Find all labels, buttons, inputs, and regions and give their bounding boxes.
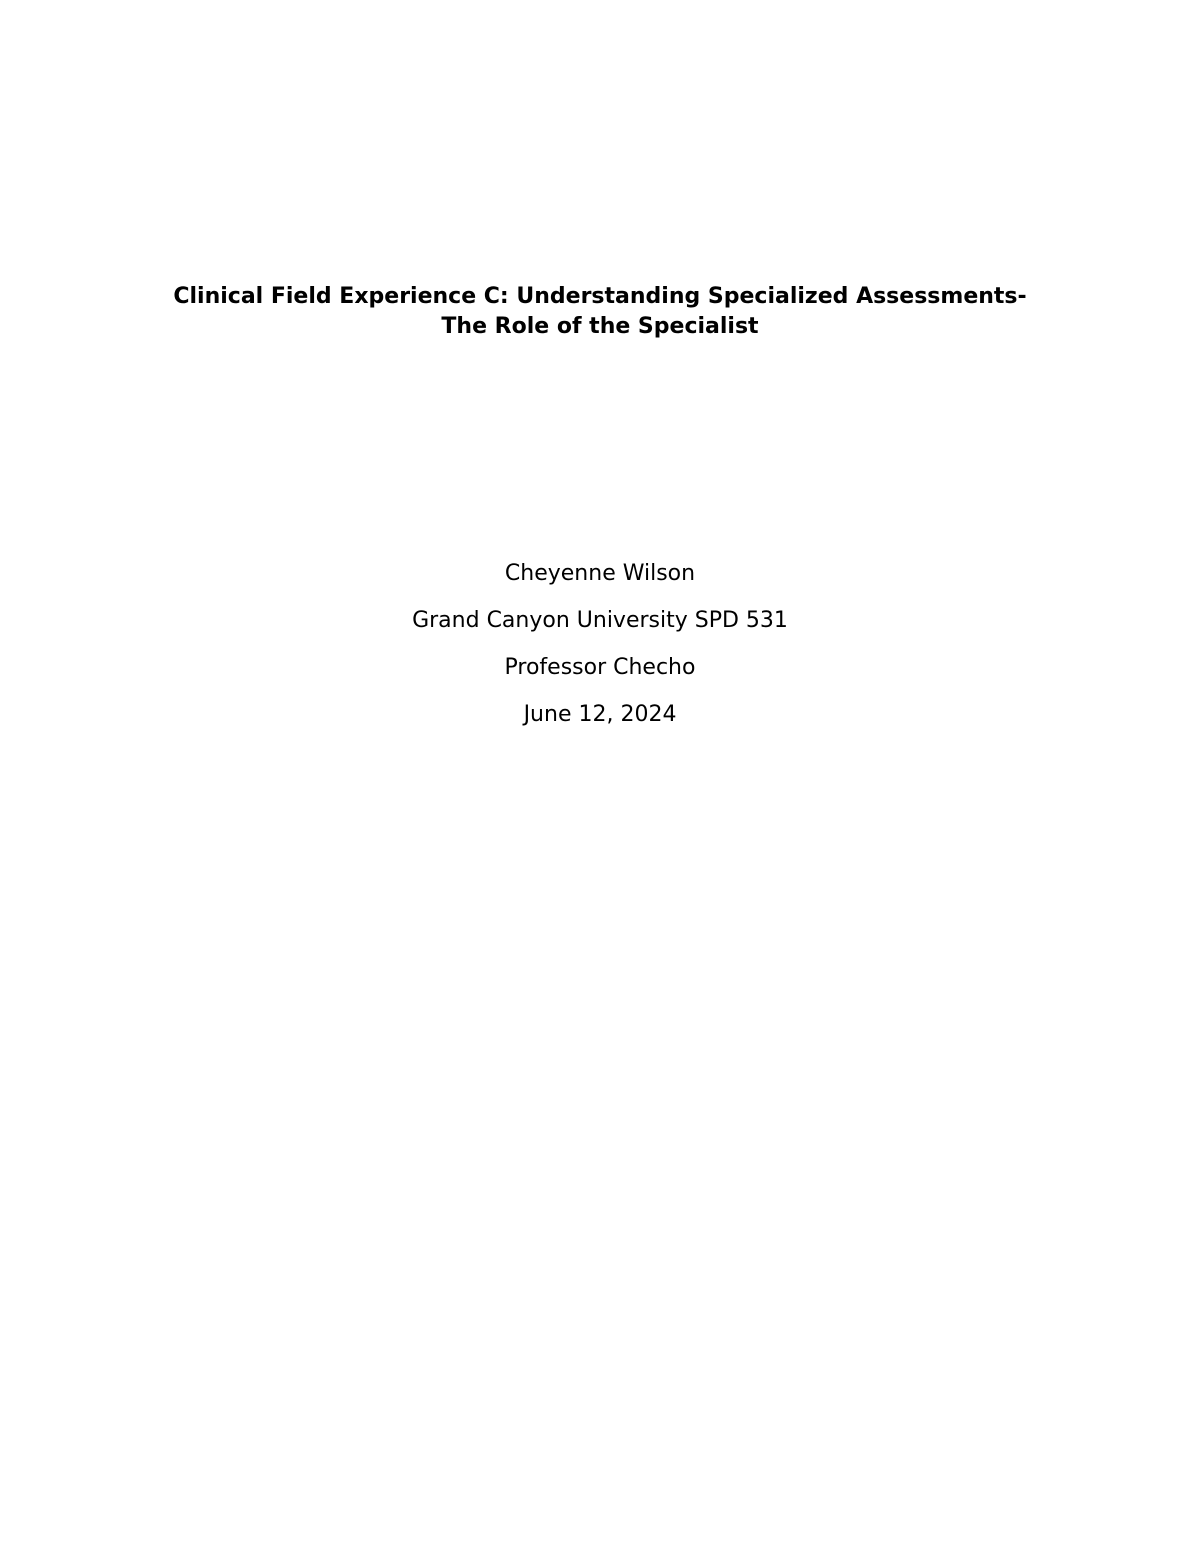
instructor-name: Professor Checho bbox=[504, 655, 696, 680]
institution-course: Grand Canyon University SPD 531 bbox=[412, 608, 788, 633]
author-name: Cheyenne Wilson bbox=[504, 561, 696, 586]
title-line-2: The Role of the Specialist bbox=[441, 314, 759, 339]
submission-date: June 12, 2024 bbox=[523, 702, 677, 727]
title-block bbox=[0, 282, 1200, 342]
author-info-block bbox=[0, 550, 1200, 738]
title-line-1: Clinical Field Experience C: Understanding Specialized Assessments- bbox=[173, 284, 1027, 309]
